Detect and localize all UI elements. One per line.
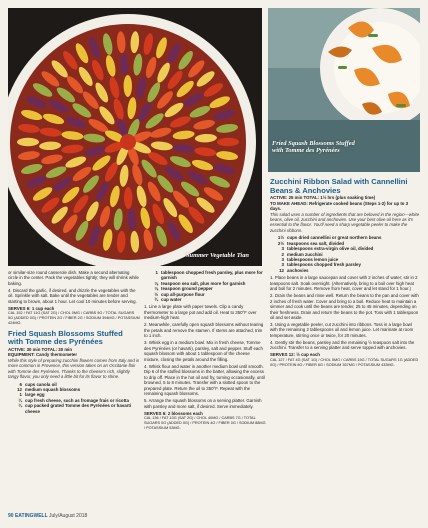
zucchini-nutrition: CAL 127 / FAT 4G (SAT 1G) / CHOL 5MG / CARBS 15G / TOTAL SUGARS 1G (ADDED 0G) / PROTEIN 8G / FIBER 6G / SODIUM 357MG / POTASSIUM 433MG. [270,357,419,367]
ingredient-row: 3 tablespoons lemon juice [281,256,339,262]
zucchini-step-2: 2. Drain the beans and rinse well. Return the beans to the pan and cover with 2 inches of fresh water. Cover and bring to a boil. Reduce heat to maintain a simmer and cook until the beans are tender, 25 to 45 minutes, depending on their freshness. Drain and return the beans to the pot. Toss with 1 tablespoon oil and set aside. [270,293,419,320]
tian-serves: SERVES 6: 1 cup each [8,305,55,311]
ingredient-row: 3 tablespoons chopped fresh parsley [281,262,361,268]
ingredient-row: ⅛ teaspoon sea salt, plus more for garnish [154,280,246,286]
zucchini-intro: This salad uses a number of ingredients that are beloved in the region—white beans, olive oil, zucchini and anchovies. Use your best olive oil here as it's essential to the flavor. You'll need a sharp vegetable peeler to make the zucchini ribbons. [270,211,419,233]
ingredient-row: 1 large egg [19,392,45,398]
blossoms-step-4: 4. Whisk flour and water in another medium bowl until smooth. Dip 6 of the stuffed blossoms in the batter, allowing the excess to drip off. Place in the hot oil and fry, turning occasionally, until browned, 5 to 8 minutes. Transfer with a slotted spoon to the prepared plate. Return the oil to 350°F. Repeat with the remaining squash blossoms. [144,363,265,397]
ingredient-row: ½ cup all-purpose flour [154,291,205,297]
ingredient-row: ¼ cup packed grated Tomme des Pyrénées or havarti cheese [18,403,132,414]
zucchini-ingredients [270,235,420,273]
ingredient-row: 2½ teaspoons sea salt, divided [277,240,345,246]
ingredient-row: ⅛ teaspoon ground pepper [154,286,213,292]
zucchini-active: ACTIVE: 25 min TOTAL: 1½ hrs (plus soaking time) [270,195,376,201]
ingredient-row: ¼ cup fresh cheese, such as fromage frais or ricotta [18,397,129,403]
blossoms-nutrition: CAL 136 / FAT 10G (SAT 2G) / CHOL 40MG / CARBS 7G / TOTAL SUGARS 0G (ADDED 0G) / PROTEIN 4G / FIBER 0G / SODIUM 88MG / POTASSIUM 53MG. [144,416,266,430]
zucchini-step-1: 1. Place beans in a large saucepan and cover with 2 inches of water; stir in 2 teaspoons salt. Soak overnight. (Alternatively, bring to a boil over high heat and boil for 2 minutes. Remove from heat, cover and let stand for 1 hour.) [270,275,418,292]
blossoms-caption [272,140,355,155]
publication-name: EATINGWELL [14,513,48,519]
blossoms-step-2: 2. Meanwhile, carefully open squash blossoms without tearing the petals and remove the stamen. If stems are attached, trim to 1 inch. [144,322,264,339]
ingredient-row: ¾ cup water [154,297,182,303]
blossoms-title: Fried Squash Blossoms Stuffed with Tomme des Pyrénées [8,328,123,347]
blossoms-step-3: 3. Whisk egg in a medium bowl. Mix in fresh cheese, Tomme des Pyrénées (or havarti), parsley, salt and pepper. Stuff each squash blossom with about 1 tablespoon of the cheese mixture, closing the petals around the filling. [144,340,263,362]
blossoms-ingredients-cont [144,270,266,302]
zucchini-make-ahead: TO MAKE AHEAD: Refrigerate cooked beans (Steps 1-2) for up to 3 days. [270,200,409,212]
blossoms-caption-line-2: with Tomme des Pyrénées [272,147,340,155]
blossoms-serves: SERVES 6: 2 blossoms each [144,410,203,416]
blossoms-step-1: 1. Line a large plate with paper towels. Clip a candy thermometer to a large pot and add oil. Heat to 350°F over medium-high heat. [144,304,257,321]
tian-illustration [8,8,262,266]
tian-photo [8,8,262,266]
ingredient-row: 2 medium zucchini [281,251,323,257]
ingredient-row: 3 tablespoons extra-virgin olive oil, divided [281,246,374,252]
blossoms-equipment: EQUIPMENT: Candy thermometer [8,352,78,358]
zucchini-step-3: 3. Using a vegetable peeler, cut zucchini into ribbons. Toss in a large bowl with the remaining 2 tablespoons oil and lemon juice. Let marinate at room temperature, stirring once or twice, for 20 minutes. [270,322,414,338]
issue-date: July/August 2018 [48,513,88,519]
blossoms-ingredients [8,382,140,414]
zucchini-step-4: 4. Gently stir the beans, parsley and the remaining ½ teaspoon salt into the zucchini. Transfer to a serving platter and serve topped with anchovies. [270,339,415,351]
zucchini-title: Zucchini Ribbon Salad with Cannellini Beans & Anchovies [270,177,408,195]
column-2 [144,270,266,430]
tian-continued: or similar-size round casserole dish. Make a second alternating circle in the center. Pack the vegetables tightly; they will shrink while baking. [8,270,139,286]
ingredient-row: 1½ cups dried cannellini or great northern beans [277,235,382,241]
page-number: 90 [8,513,14,519]
ingredient-row: 6 cups canola oil [19,381,57,387]
ingredient-row: 12 medium squash blossoms [17,387,81,393]
tian-caption: Summer Vegetable Tian [186,252,249,259]
blossoms-caption-line-1: Fried Squash Blossoms Stuffed [272,140,355,147]
tian-step-4: 4. Discard the garlic, if desired, and drizzle the vegetables with the oil. Sprinkle with salt. Bake until the vegetables are tender and starting to brown, about 1 hour. Let cool 10 minutes before serving. [8,287,137,304]
ingredient-row: 1 tablespoon chopped fresh parsley, plus more for garnish [155,270,263,281]
blossoms-intro: While this style of preparing zucchini flowers comes from Italy and is more common in Provence, this version takes on an Occitanie flair with Tomme des Pyrénées. Thanks to the cheese's rich, slightly tangy flavor, you only need a little bit for its flavor to shine. [8,357,140,380]
blossoms-step-5: 5. Arrange the squash blossoms on a serving platter. Garnish with parsley and more salt, if desired. Serve immediately. [144,398,262,409]
blossoms-active: ACTIVE: 30 min TOTAL: 30 min [8,346,73,352]
column-1 [8,270,140,414]
page-footer [8,513,87,519]
ingredient-row: 12 anchovies [279,267,309,273]
tian-nutrition: CAL 152 / FAT 11G (SAT 2G) / CHOL 0MG / CARBS 9G / TOTAL SUGARS 5G (ADDED 0G) / PROTEIN 2G / FIBER 2G / SODIUM 394MG / POTASSIUM 424MG. [8,311,140,325]
zucchini-serves: SERVES 12: ½ cup each [270,352,320,358]
column-3 [270,178,420,368]
